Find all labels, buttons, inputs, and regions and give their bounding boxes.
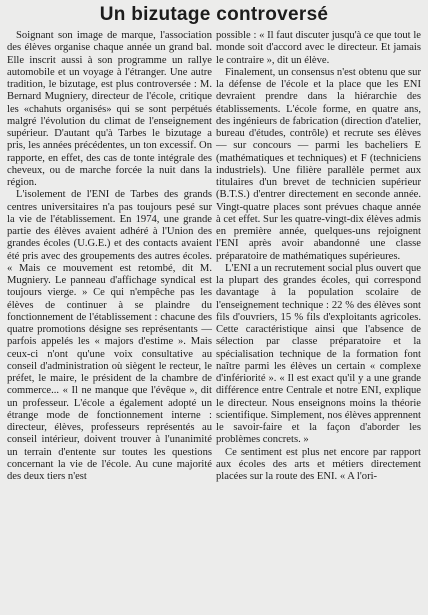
article-body — [7, 30, 421, 483]
article-paragraph: Ce sentiment est plus net encore par rapport aux écoles des arts et métiers directement placées sur la route des ENI. « A l'ori- — [216, 446, 421, 482]
article-paragraph: L'ENI a un recrutement social plus ouvert que la plupart des grandes écoles, qui correspond davantage à la population scolaire de l'enseignement technique : 22 % des élèves sont fils d'ouvriers, 15 % fils d'exploitants agricoles. Cette caractéristique ainsi que l'absence de sélection par classe préparatoire et la spécialisation technique de la formation font naître parmi les élèves un certain « complexe d'infériorité ». « Il est exact qu'il y a une grande différence entre Centrale et notre ENI, explique le directeur. Nous enseignons moins la théorie scientifique. Simplement, nos élèves apprennent le savoir-faire et la façon d'aborder les problèmes concrets. » — [216, 262, 421, 446]
article-paragraph: L'isolement de l'ENI de Tarbes des grands centres universitaires n'a pas toujours pesé sur la vie de l'établissement. En 1974, une grande partie des élèves avaient adhéré à l'Union des grandes écoles (U.G.E.) et des contacts avaient été pris avec des groupements des autres écoles. « Mais ce mouvement est retombé, dit M. Mugniery. Le panneau d'affichage syndical est toujours vierge. » Ce qui n'empêche pas les élèves de continuer à se plaindre du fonctionnement de l'établissement : chacune des quatre promotions désigne ses représentants — parfois appelés les « majors d'estime ». Mais ceux-ci n'ont qu'une voix consultative au conseil d'administration où siègent le recteur, le préfet, le maire, le président de la chambre de commerce... « Il ne manque que l'évêque », dit un professeur. L'école a également adopté un étrange mode de fonctionnement interne : directeur, élèves, professeurs représentés au conseil intérieur, doivent trouver à l'unanimité un terrain d'entente sur toutes les questions concernant la vie de l'école. Au cune majorité des deux tiers n'est — [7, 189, 212, 482]
article-paragraph: possible : « Il faut discuter jusqu'à ce que tout le monde soit d'accord avec le directeur. Et jamais le contraire », dit un élève. — [216, 30, 421, 66]
article-headline: Un bizutage controversé — [99, 4, 329, 25]
article-column-left — [7, 30, 212, 483]
article-paragraph: Finalement, un consensus n'est obtenu que sur la défense de l'école et la place que les ENI devraient prendre dans la hiérarchie des établissements. L'école forme, en quatre ans, des ingénieurs de fabrication (direction d'atelier, bureau d'études, contrôle) et recrute ses élèves — sur concours — parmi les bacheliers E (mathématiques et techniques) et F (techniciens industriels). Une filière parallèle permet aux titulaires d'un brevet de technicien supérieur (B.T.S.) d'entrer directement en seconde année. Vingt-quatre places sont prévues chaque année à cet effet. Sur les quatre-vingt-dix élèves admis en première année, quelques-uns rejoignent l'ENI après avoir abandonné une classe préparatoire de mathématiques supérieures. — [216, 66, 421, 262]
article-column-right — [216, 30, 421, 483]
article-paragraph: Soignant son image de marque, l'association des élèves organise chaque année un grand bal. Elle inscrit aussi à son programme un rallye automobile et un voyage à l'étranger. Une autre tradition, le bizutage, est plus controversée : M. Bernard Mugniery, directeur de l'école, critique les «chahuts organisés» qui se sont perpétués malgré l'évolution du climat de l'enseignement supérieur. D'autant qu'à Tarbes le bizutage a pris, les années précédentes, un ton excessif. On rapporte, en effet, des cas de tonte intégrale des cheveux, ou de marche forcée la nuit dans la région. — [7, 30, 212, 188]
